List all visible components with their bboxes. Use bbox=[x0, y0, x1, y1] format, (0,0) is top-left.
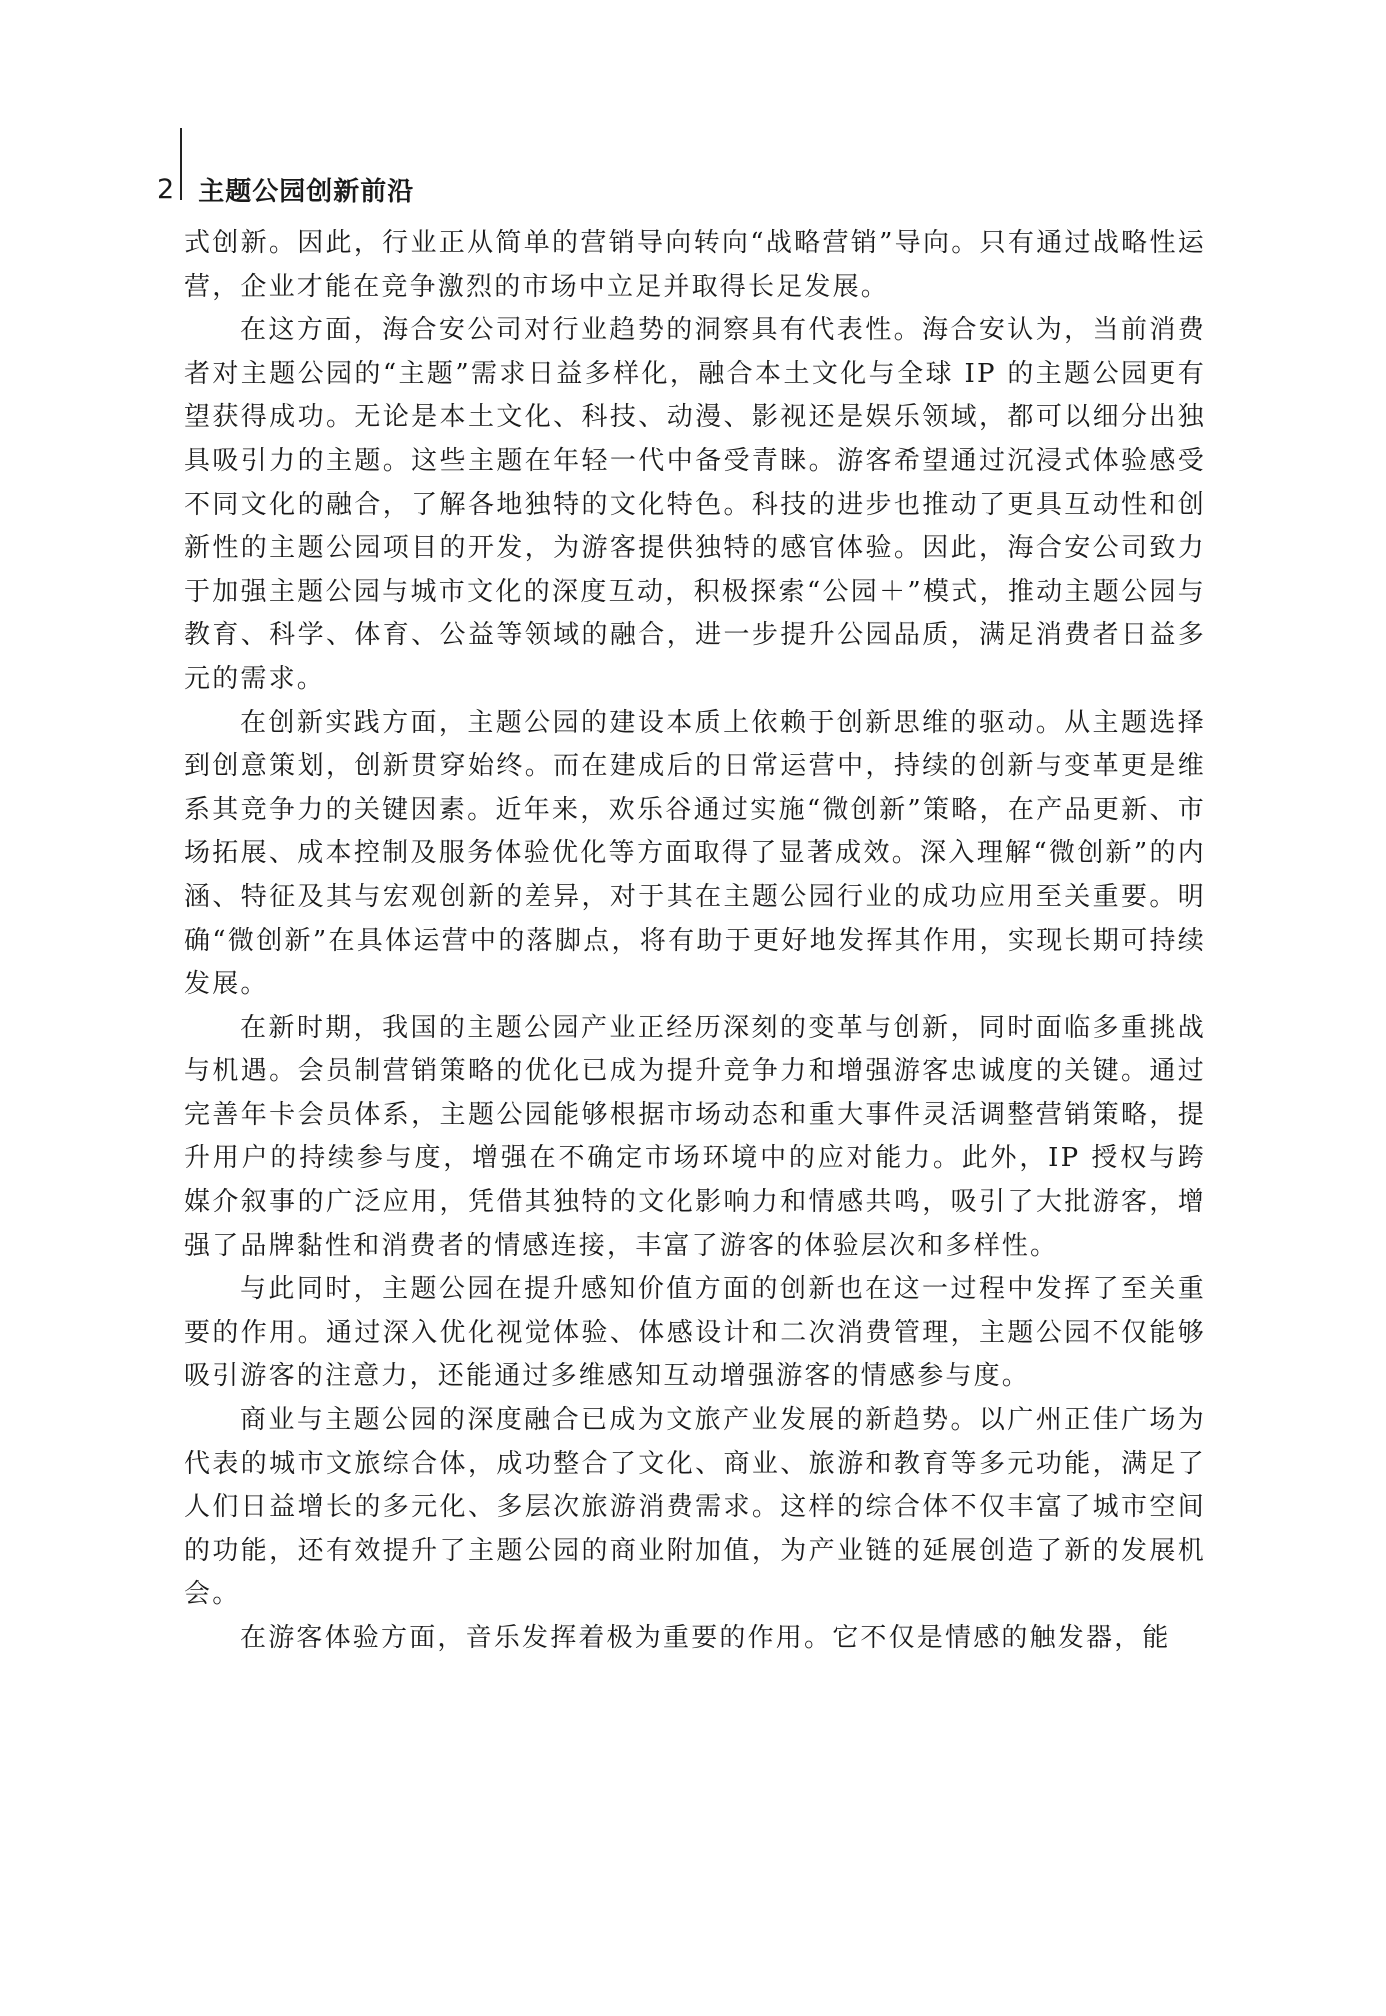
paragraph: 在新时期，我国的主题公园产业正经历深刻的变革与创新，同时面临多重挑战与机遇。会员制营销策略的优化已成为提升竞争力和增强游客忠诚度的关键。通过完善年卡会员体系，主题公园能够根据市场动态和重大事件灵活调整营销策略，提升用户的持续参与度，增强在不确定市场环境中的应对能力。此外，IP 授权与跨媒介叙事的广泛应用，凭借其独特的文化影响力和情感共鸣，吸引了大批游客，增强了品牌黏性和消费者的情感连接，丰富了游客的体验层次和多样性。 bbox=[184, 1012, 1206, 1261]
paragraph: 在创新实践方面，主题公园的建设本质上依赖于创新思维的驱动。从主题选择到创意策划，创新贯穿始终。而在建成后的日常运营中，持续的创新与变革更是维系其竞争力的关键因素。近年来，欢乐谷通过实施“微创新”策略，在产品更新、市场拓展、成本控制及服务体验优化等方面取得了显著成效。深入理解“微创新”的内涵、特征及其与宏观创新的差异，对于其在主题公园行业的成功应用至关重要。明确“微创新”在具体运营中的落脚点，将有助于更好地发挥其作用，实现长期可持续发展。 bbox=[184, 707, 1206, 1000]
paragraph: 在这方面，海合安公司对行业趋势的洞察具有代表性。海合安认为，当前消费者对主题公园的“主题”需求日益多样化，融合本土文化与全球 IP 的主题公园更有望获得成功。无论是本土文化、科技、动漫、影视还是娱乐领域，都可以细分出独具吸引力的主题。这些主题在年轻一代中备受青睐。游客希望通过沉浸式体验感受不同文化的融合，了解各地独特的文化特色。科技的进步也推动了更具互动性和创新性的主题公园项目的开发，为游客提供独特的感官体验。因此，海合安公司致力于加强主题公园与城市文化的深度互动，积极探索“公园＋”模式，推动主题公园与教育、科学、体育、公益等领域的融合，进一步提升公园品质，满足消费者日益多元的需求。 bbox=[184, 315, 1206, 694]
page-number: 2 bbox=[157, 173, 175, 205]
body-text bbox=[184, 222, 1206, 1661]
chapter-title: 主题公园创新前沿 bbox=[198, 176, 415, 207]
running-header bbox=[157, 160, 414, 210]
paragraph: 与此同时，主题公园在提升感知价值方面的创新也在这一过程中发挥了至关重要的作用。通过深入优化视觉体验、体感设计和二次消费管理，主题公园不仅能够吸引游客的注意力，还能通过多维感知互动增强游客的情感参与度。 bbox=[184, 1274, 1206, 1392]
paragraph: 式创新。因此，行业正从简单的营销导向转向“战略营销”导向。只有通过战略性运营，企业才能在竞争激烈的市场中立足并取得长足发展。 bbox=[184, 228, 1206, 302]
paragraph: 在游客体验方面，音乐发挥着极为重要的作用。它不仅是情感的触发器，能 bbox=[240, 1623, 1171, 1653]
paragraph: 商业与主题公园的深度融合已成为文旅产业发展的新趋势。以广州正佳广场为代表的城市文旅综合体，成功整合了文化、商业、旅游和教育等多元功能，满足了人们日益增长的多元化、多层次旅游消费需求。这样的综合体不仅丰富了城市空间的功能，还有效提升了主题公园的商业附加值，为产业链的延展创造了新的发展机会。 bbox=[184, 1405, 1206, 1610]
